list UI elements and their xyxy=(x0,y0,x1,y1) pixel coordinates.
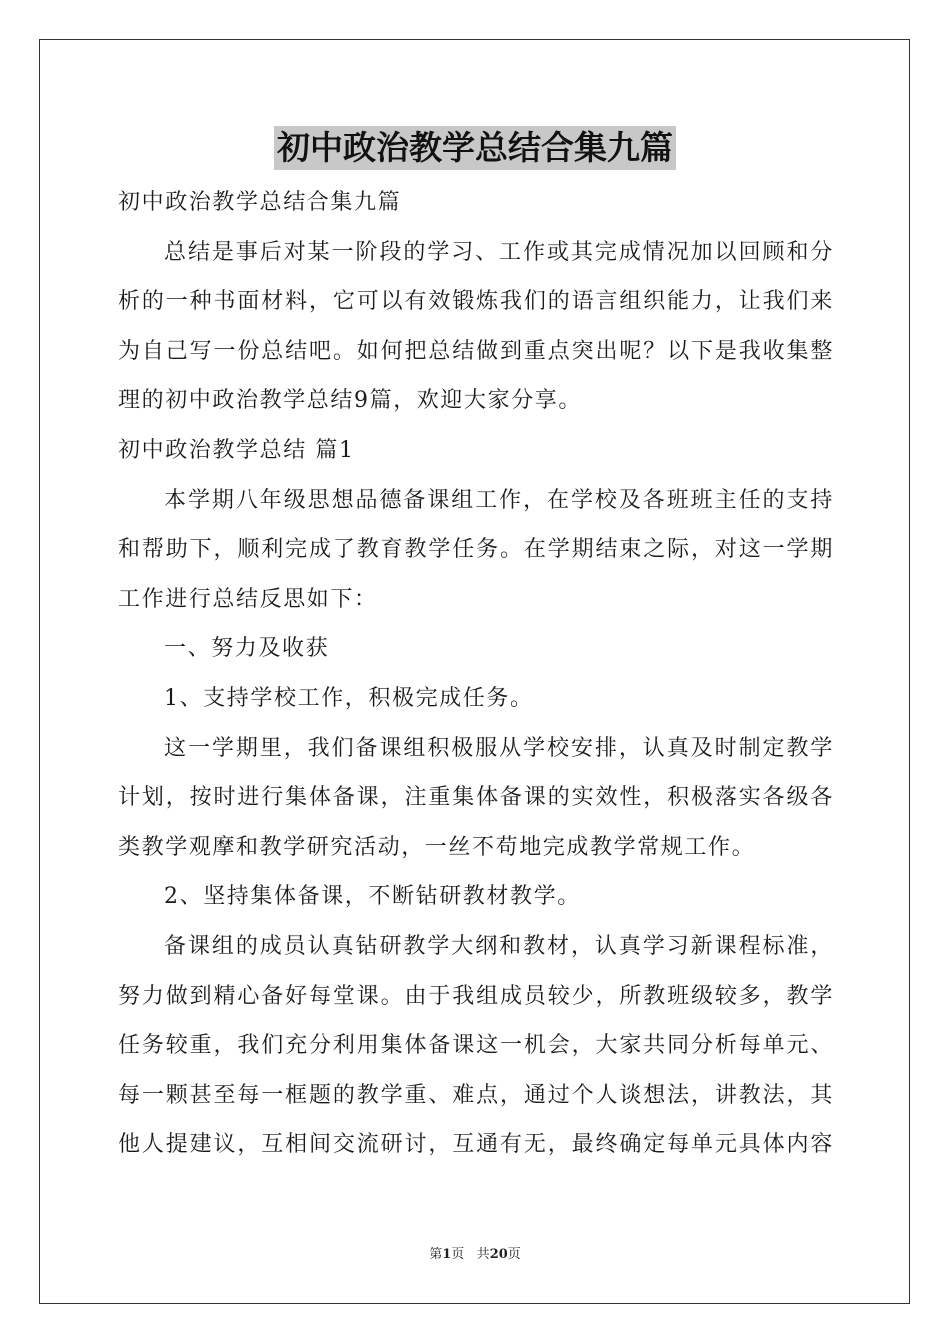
text-line: 这一学期里，我们备课组积极服从学校安排，认真及时制定教学 xyxy=(164,735,834,761)
text-line: 每一颗甚至每一框题的教学重、难点，通过个人谈想法，讲教法，其 xyxy=(118,1082,834,1108)
text-line: 为自己写一份总结吧。如何把总结做到重点突出呢？以下是我收集整 xyxy=(118,338,834,364)
text-line: 一、努力及收获 xyxy=(164,636,330,662)
page-number: 1 xyxy=(442,1247,452,1262)
total-pages: 20 xyxy=(489,1247,508,1262)
text-line: 理的初中政治教学总结9篇，欢迎大家分享。 xyxy=(118,388,582,414)
text-line: 总结是事后对某一阶段的学习、工作或其完成情况加以回顾和分 xyxy=(164,239,834,265)
text-line: 析的一种书面材料，它可以有效锻炼我们的语言组织能力，让我们来 xyxy=(118,289,834,315)
page-footer xyxy=(0,1246,950,1264)
text-line: 备课组的成员认真钻研教学大纲和教材，认真学习新课程标准， xyxy=(164,933,834,959)
text-line: 任务较重，我们充分利用集体备课这一机会，大家共同分析每单元、 xyxy=(118,1033,834,1059)
title-container xyxy=(0,126,950,170)
text-line: 2、坚持集体备课，不断钻研教材教学。 xyxy=(164,884,581,910)
text-line: 类教学观摩和教学研究活动，一丝不苟地完成教学常规工作。 xyxy=(118,834,756,860)
text-line: 计划，按时进行集体备课，注重集体备课的实效性，积极落实各级各 xyxy=(118,785,834,811)
text-line: 初中政治教学总结 篇1 xyxy=(118,437,355,463)
text-line: 本学期八年级思想品德备课组工作，在学校及各班班主任的支持 xyxy=(164,487,834,513)
total-pages-indicator: 共20页 xyxy=(476,1247,521,1262)
document-title: 初中政治教学总结合集九篇 xyxy=(274,126,676,170)
text-line: 他人提建议，互相间交流研讨，互通有无，最终确定每单元具体内容 xyxy=(118,1132,834,1158)
text-line: 初中政治教学总结合集九篇 xyxy=(118,190,402,215)
text-line: 和帮助下，顺利完成了教育教学任务。在学期结束之际，对这一学期 xyxy=(118,537,834,563)
text-line: 努力做到精心备好每堂课。由于我组成员较少，所教班级较多，教学 xyxy=(118,983,834,1009)
text-line: 1、支持学校工作，积极完成任务。 xyxy=(164,685,534,711)
document-body xyxy=(118,178,834,1170)
text-line: 工作进行总结反思如下： xyxy=(118,586,378,612)
page-indicator: 第1页 xyxy=(429,1247,465,1262)
